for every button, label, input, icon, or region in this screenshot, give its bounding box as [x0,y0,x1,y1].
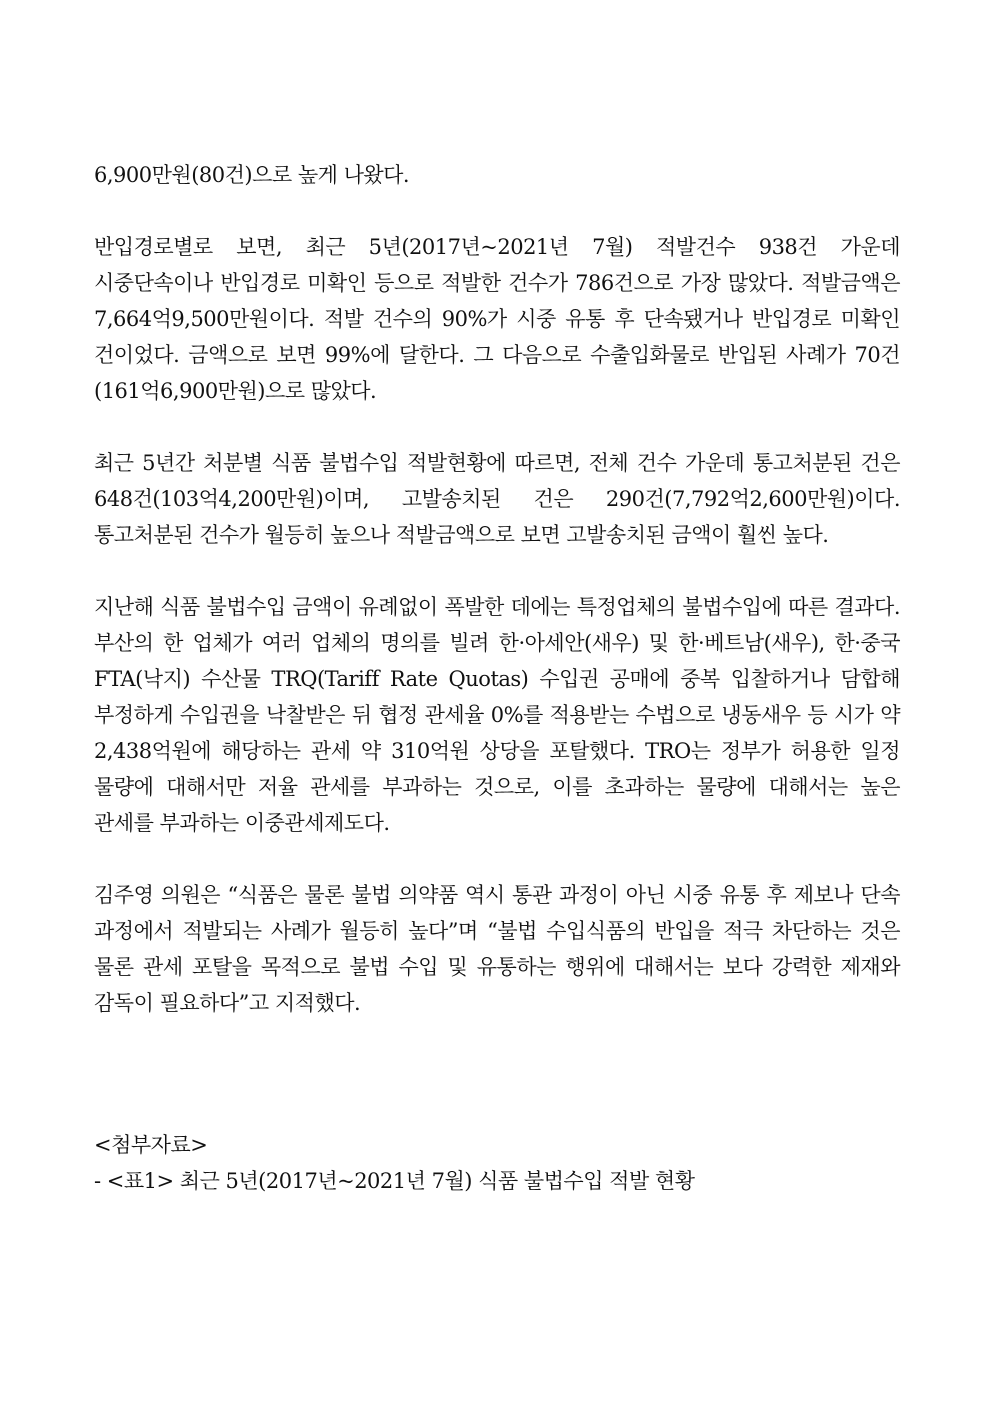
paragraph-disposition: 최근 5년간 처분별 식품 불법수입 적발현황에 따르면, 전체 건수 가운데 통고처분된 건은 648건(103억4,200만원)이며, 고발송치된 건은 290건(7,792억2,600만원)이다. 통고처분된 건수가 월등히 높으나 적발금액으로 보면 고발송치된 금액이 훨씬 높다. [94,451,900,547]
paragraph-import-route: 반입경로별로 보면, 최근 5년(2017년~2021년 7월) 적발건수 938건 가운데 시중단속이나 반입경로 미확인 등으로 적발한 건수가 786건으로 가장 많았다. 적발금액은 7,664억9,500만원이다. 적발 건수의 90%가 시중 유통 후 단속됐거나 반입경로 미확인 건이었다. 금액으로 보면 99%에 달한다. 그 다음으로 수출입화물로 반입된 사례가 70건(161억6,900만원)으로 많았다. [94,235,900,403]
paragraph-spacer [94,409,900,445]
paragraph-spacer [94,841,900,877]
paragraph-continued: 6,900만원(80건)으로 높게 나왔다. [94,163,410,187]
paragraph-spacer [94,193,900,229]
paragraph-spacer [94,553,900,589]
attachment-item: - <표1> 최근 5년(2017년~2021년 7월) 식품 불법수입 적발 현황 [94,1169,695,1193]
document-page [94,157,900,1199]
attachment-section [94,1127,900,1199]
attachment-heading: <첨부자료> [94,1133,208,1157]
section-spacer [94,1021,900,1127]
paragraph-specific-company: 지난해 식품 불법수입 금액이 유례없이 폭발한 데에는 특정업체의 불법수입에 따른 결과다. 부산의 한 업체가 여러 업체의 명의를 빌려 한·아세안(새우) 및 한·베트남(새우), 한·중국 FTA(낙지) 수산물 TRQ(Tariff Rate Quotas) 수입권 공매에 중복 입찰하거나 담합해 부정하게 수입권을 낙찰받은 뒤 협정 관세율 0%를 적용받는 수법으로 냉동새우 등 시가 약 2,438억원에 해당하는 관세 약 310억원 상당을 포탈했다. TRO는 정부가 허용한 일정 물량에 대해서만 저율 관세를 부과하는 것으로, 이를 초과하는 물량에 대해서는 높은 관세를 부과하는 이중관세제도다. [94,595,900,835]
paragraph-lawmaker-quote: 김주영 의원은 “식품은 물론 불법 의약품 역시 통관 과정이 아닌 시중 유통 후 제보나 단속 과정에서 적발되는 사례가 월등히 높다”며 “불법 수입식품의 반입을 적극 차단하는 것은 물론 관세 포탈을 목적으로 불법 수입 및 유통하는 행위에 대해서는 보다 강력한 제재와 감독이 필요하다”고 지적했다. [94,883,900,1015]
